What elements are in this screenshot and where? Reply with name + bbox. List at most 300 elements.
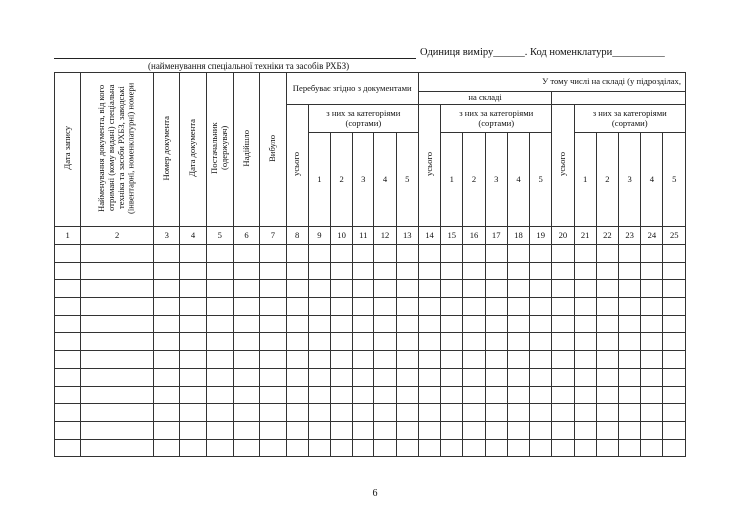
table-cell[interactable]: [619, 280, 641, 298]
table-cell[interactable]: [260, 333, 286, 351]
table-cell[interactable]: [641, 262, 663, 280]
table-cell[interactable]: [552, 262, 574, 280]
table-cell[interactable]: [396, 333, 418, 351]
table-cell[interactable]: [463, 333, 485, 351]
table-cell[interactable]: [552, 333, 574, 351]
table-cell[interactable]: [233, 262, 259, 280]
table-cell[interactable]: [286, 439, 308, 457]
table-cell[interactable]: [396, 245, 418, 263]
table-cell[interactable]: [663, 439, 686, 457]
table-cell[interactable]: [418, 439, 440, 457]
table-cell[interactable]: [507, 421, 529, 439]
table-cell[interactable]: [463, 280, 485, 298]
table-cell[interactable]: [206, 315, 233, 333]
table-cell[interactable]: [353, 262, 374, 280]
table-cell[interactable]: [154, 404, 180, 422]
table-cell[interactable]: [55, 404, 81, 422]
table-cell[interactable]: [206, 351, 233, 369]
table-cell[interactable]: [206, 333, 233, 351]
table-cell[interactable]: [396, 404, 418, 422]
table-cell[interactable]: [55, 368, 81, 386]
table-cell[interactable]: [81, 280, 154, 298]
table-cell[interactable]: [441, 315, 463, 333]
table-cell[interactable]: [507, 368, 529, 386]
table-cell[interactable]: [206, 386, 233, 404]
table-cell[interactable]: [574, 404, 596, 422]
table-cell[interactable]: [260, 315, 286, 333]
table-cell[interactable]: [641, 386, 663, 404]
table-cell[interactable]: [463, 368, 485, 386]
table-cell[interactable]: [260, 386, 286, 404]
table-cell[interactable]: [619, 262, 641, 280]
table-cell[interactable]: [463, 421, 485, 439]
table-cell[interactable]: [180, 245, 206, 263]
table-cell[interactable]: [260, 298, 286, 316]
table-cell[interactable]: [55, 245, 81, 263]
table-cell[interactable]: [286, 351, 308, 369]
table-cell[interactable]: [485, 315, 507, 333]
table-cell[interactable]: [308, 280, 330, 298]
table-cell[interactable]: [55, 262, 81, 280]
table-cell[interactable]: [396, 386, 418, 404]
table-cell[interactable]: [374, 421, 396, 439]
table-cell[interactable]: [463, 439, 485, 457]
table-cell[interactable]: [530, 421, 552, 439]
table-cell[interactable]: [641, 280, 663, 298]
table-cell[interactable]: [286, 404, 308, 422]
table-cell[interactable]: [330, 351, 352, 369]
table-cell[interactable]: [286, 298, 308, 316]
table-cell[interactable]: [396, 368, 418, 386]
table-cell[interactable]: [641, 404, 663, 422]
table-cell[interactable]: [81, 245, 154, 263]
table-cell[interactable]: [463, 351, 485, 369]
table-cell[interactable]: [596, 315, 618, 333]
table-cell[interactable]: [485, 280, 507, 298]
table-cell[interactable]: [374, 245, 396, 263]
table-cell[interactable]: [485, 404, 507, 422]
table-cell[interactable]: [596, 368, 618, 386]
table-cell[interactable]: [641, 368, 663, 386]
table-cell[interactable]: [574, 439, 596, 457]
table-cell[interactable]: [418, 333, 440, 351]
table-cell[interactable]: [619, 351, 641, 369]
table-cell[interactable]: [396, 298, 418, 316]
table-cell[interactable]: [507, 404, 529, 422]
table-cell[interactable]: [308, 245, 330, 263]
table-cell[interactable]: [374, 351, 396, 369]
table-cell[interactable]: [154, 333, 180, 351]
table-cell[interactable]: [663, 351, 686, 369]
table-cell[interactable]: [286, 262, 308, 280]
table-cell[interactable]: [574, 351, 596, 369]
table-cell[interactable]: [308, 386, 330, 404]
table-cell[interactable]: [330, 386, 352, 404]
table-cell[interactable]: [81, 333, 154, 351]
table-cell[interactable]: [418, 351, 440, 369]
table-cell[interactable]: [233, 333, 259, 351]
table-cell[interactable]: [180, 351, 206, 369]
table-cell[interactable]: [55, 351, 81, 369]
table-cell[interactable]: [330, 262, 352, 280]
table-cell[interactable]: [663, 368, 686, 386]
table-cell[interactable]: [418, 298, 440, 316]
table-cell[interactable]: [463, 404, 485, 422]
table-cell[interactable]: [180, 404, 206, 422]
table-cell[interactable]: [180, 315, 206, 333]
table-cell[interactable]: [552, 280, 574, 298]
table-cell[interactable]: [330, 280, 352, 298]
table-cell[interactable]: [55, 386, 81, 404]
table-cell[interactable]: [552, 245, 574, 263]
table-cell[interactable]: [552, 351, 574, 369]
table-cell[interactable]: [441, 262, 463, 280]
table-cell[interactable]: [180, 439, 206, 457]
table-cell[interactable]: [55, 315, 81, 333]
table-cell[interactable]: [180, 386, 206, 404]
table-cell[interactable]: [641, 245, 663, 263]
table-cell[interactable]: [507, 351, 529, 369]
table-cell[interactable]: [233, 298, 259, 316]
table-cell[interactable]: [55, 421, 81, 439]
table-cell[interactable]: [330, 421, 352, 439]
table-cell[interactable]: [463, 386, 485, 404]
table-cell[interactable]: [441, 298, 463, 316]
table-cell[interactable]: [353, 333, 374, 351]
table-cell[interactable]: [396, 262, 418, 280]
table-cell[interactable]: [663, 245, 686, 263]
table-cell[interactable]: [463, 298, 485, 316]
table-cell[interactable]: [154, 280, 180, 298]
table-cell[interactable]: [260, 368, 286, 386]
table-cell[interactable]: [441, 421, 463, 439]
table-cell[interactable]: [180, 262, 206, 280]
table-cell[interactable]: [463, 262, 485, 280]
table-cell[interactable]: [663, 421, 686, 439]
table-cell[interactable]: [418, 368, 440, 386]
table-cell[interactable]: [260, 404, 286, 422]
table-cell[interactable]: [641, 351, 663, 369]
table-cell[interactable]: [552, 386, 574, 404]
table-cell[interactable]: [418, 421, 440, 439]
table-cell[interactable]: [330, 315, 352, 333]
table-cell[interactable]: [206, 421, 233, 439]
table-cell[interactable]: [180, 421, 206, 439]
table-cell[interactable]: [619, 333, 641, 351]
table-cell[interactable]: [418, 404, 440, 422]
table-cell[interactable]: [619, 245, 641, 263]
table-cell[interactable]: [596, 439, 618, 457]
table-cell[interactable]: [530, 368, 552, 386]
table-cell[interactable]: [441, 386, 463, 404]
table-cell[interactable]: [507, 439, 529, 457]
table-cell[interactable]: [596, 245, 618, 263]
table-cell[interactable]: [81, 368, 154, 386]
table-cell[interactable]: [507, 333, 529, 351]
table-cell[interactable]: [308, 404, 330, 422]
table-cell[interactable]: [485, 421, 507, 439]
table-cell[interactable]: [485, 386, 507, 404]
table-cell[interactable]: [641, 421, 663, 439]
table-cell[interactable]: [596, 280, 618, 298]
table-cell[interactable]: [260, 439, 286, 457]
table-cell[interactable]: [552, 439, 574, 457]
table-cell[interactable]: [663, 315, 686, 333]
table-cell[interactable]: [308, 315, 330, 333]
table-cell[interactable]: [641, 333, 663, 351]
table-cell[interactable]: [353, 298, 374, 316]
table-cell[interactable]: [485, 351, 507, 369]
table-cell[interactable]: [574, 280, 596, 298]
table-cell[interactable]: [619, 368, 641, 386]
table-cell[interactable]: [418, 315, 440, 333]
table-cell[interactable]: [530, 439, 552, 457]
table-cell[interactable]: [374, 315, 396, 333]
table-cell[interactable]: [552, 404, 574, 422]
table-cell[interactable]: [81, 386, 154, 404]
table-cell[interactable]: [260, 245, 286, 263]
table-cell[interactable]: [530, 351, 552, 369]
table-cell[interactable]: [81, 439, 154, 457]
table-cell[interactable]: [374, 280, 396, 298]
table-cell[interactable]: [574, 386, 596, 404]
table-cell[interactable]: [641, 298, 663, 316]
table-cell[interactable]: [286, 280, 308, 298]
table-cell[interactable]: [441, 368, 463, 386]
table-cell[interactable]: [308, 421, 330, 439]
table-cell[interactable]: [286, 333, 308, 351]
table-cell[interactable]: [574, 315, 596, 333]
table-cell[interactable]: [353, 368, 374, 386]
table-cell[interactable]: [154, 386, 180, 404]
table-cell[interactable]: [418, 386, 440, 404]
table-cell[interactable]: [441, 439, 463, 457]
table-cell[interactable]: [233, 351, 259, 369]
table-cell[interactable]: [154, 368, 180, 386]
table-cell[interactable]: [619, 298, 641, 316]
table-cell[interactable]: [233, 315, 259, 333]
table-cell[interactable]: [418, 245, 440, 263]
table-cell[interactable]: [530, 404, 552, 422]
table-cell[interactable]: [441, 333, 463, 351]
table-cell[interactable]: [663, 262, 686, 280]
table-cell[interactable]: [574, 245, 596, 263]
table-cell[interactable]: [260, 421, 286, 439]
table-cell[interactable]: [154, 298, 180, 316]
table-cell[interactable]: [55, 439, 81, 457]
table-cell[interactable]: [663, 280, 686, 298]
table-cell[interactable]: [286, 386, 308, 404]
table-cell[interactable]: [663, 298, 686, 316]
table-cell[interactable]: [530, 333, 552, 351]
table-cell[interactable]: [233, 421, 259, 439]
table-cell[interactable]: [374, 368, 396, 386]
table-cell[interactable]: [463, 245, 485, 263]
table-cell[interactable]: [374, 404, 396, 422]
table-cell[interactable]: [233, 404, 259, 422]
table-cell[interactable]: [353, 404, 374, 422]
table-cell[interactable]: [530, 280, 552, 298]
table-cell[interactable]: [81, 315, 154, 333]
table-cell[interactable]: [308, 368, 330, 386]
table-cell[interactable]: [530, 315, 552, 333]
table-cell[interactable]: [353, 280, 374, 298]
table-cell[interactable]: [286, 245, 308, 263]
table-cell[interactable]: [507, 245, 529, 263]
table-cell[interactable]: [663, 333, 686, 351]
table-cell[interactable]: [663, 386, 686, 404]
table-cell[interactable]: [418, 262, 440, 280]
table-cell[interactable]: [418, 280, 440, 298]
table-cell[interactable]: [552, 298, 574, 316]
table-cell[interactable]: [233, 280, 259, 298]
table-cell[interactable]: [154, 315, 180, 333]
table-cell[interactable]: [374, 298, 396, 316]
table-cell[interactable]: [596, 404, 618, 422]
table-cell[interactable]: [154, 262, 180, 280]
table-cell[interactable]: [641, 439, 663, 457]
table-cell[interactable]: [485, 298, 507, 316]
table-cell[interactable]: [596, 298, 618, 316]
table-cell[interactable]: [308, 351, 330, 369]
table-cell[interactable]: [574, 298, 596, 316]
table-cell[interactable]: [180, 298, 206, 316]
table-cell[interactable]: [619, 404, 641, 422]
table-cell[interactable]: [286, 368, 308, 386]
table-cell[interactable]: [353, 421, 374, 439]
table-cell[interactable]: [353, 315, 374, 333]
table-cell[interactable]: [233, 368, 259, 386]
table-cell[interactable]: [374, 333, 396, 351]
table-cell[interactable]: [206, 404, 233, 422]
table-cell[interactable]: [308, 262, 330, 280]
table-cell[interactable]: [233, 245, 259, 263]
table-cell[interactable]: [574, 368, 596, 386]
table-cell[interactable]: [441, 245, 463, 263]
table-cell[interactable]: [81, 404, 154, 422]
table-cell[interactable]: [81, 351, 154, 369]
table-cell[interactable]: [663, 404, 686, 422]
table-cell[interactable]: [530, 262, 552, 280]
table-cell[interactable]: [507, 262, 529, 280]
table-cell[interactable]: [233, 386, 259, 404]
table-cell[interactable]: [206, 262, 233, 280]
table-cell[interactable]: [180, 280, 206, 298]
table-cell[interactable]: [353, 245, 374, 263]
table-cell[interactable]: [308, 439, 330, 457]
table-cell[interactable]: [374, 262, 396, 280]
table-cell[interactable]: [286, 421, 308, 439]
table-cell[interactable]: [308, 333, 330, 351]
table-cell[interactable]: [574, 262, 596, 280]
table-cell[interactable]: [619, 315, 641, 333]
table-cell[interactable]: [507, 298, 529, 316]
table-cell[interactable]: [441, 404, 463, 422]
table-cell[interactable]: [55, 298, 81, 316]
table-cell[interactable]: [530, 298, 552, 316]
table-cell[interactable]: [507, 315, 529, 333]
table-cell[interactable]: [596, 351, 618, 369]
table-cell[interactable]: [619, 439, 641, 457]
table-cell[interactable]: [485, 262, 507, 280]
table-cell[interactable]: [55, 333, 81, 351]
table-cell[interactable]: [154, 439, 180, 457]
table-cell[interactable]: [596, 421, 618, 439]
table-cell[interactable]: [330, 245, 352, 263]
table-cell[interactable]: [206, 280, 233, 298]
table-cell[interactable]: [180, 333, 206, 351]
table-cell[interactable]: [507, 386, 529, 404]
table-cell[interactable]: [154, 421, 180, 439]
table-cell[interactable]: [374, 439, 396, 457]
table-cell[interactable]: [619, 421, 641, 439]
table-cell[interactable]: [441, 280, 463, 298]
table-cell[interactable]: [154, 245, 180, 263]
table-cell[interactable]: [330, 439, 352, 457]
table-cell[interactable]: [154, 351, 180, 369]
table-cell[interactable]: [485, 439, 507, 457]
table-cell[interactable]: [641, 315, 663, 333]
table-cell[interactable]: [552, 315, 574, 333]
table-cell[interactable]: [596, 333, 618, 351]
table-cell[interactable]: [180, 368, 206, 386]
table-cell[interactable]: [485, 333, 507, 351]
table-cell[interactable]: [396, 439, 418, 457]
table-cell[interactable]: [396, 351, 418, 369]
table-cell[interactable]: [530, 245, 552, 263]
table-cell[interactable]: [574, 421, 596, 439]
table-cell[interactable]: [441, 351, 463, 369]
table-cell[interactable]: [81, 298, 154, 316]
table-cell[interactable]: [596, 262, 618, 280]
table-cell[interactable]: [81, 421, 154, 439]
table-cell[interactable]: [552, 421, 574, 439]
table-cell[interactable]: [619, 386, 641, 404]
table-cell[interactable]: [260, 262, 286, 280]
table-cell[interactable]: [233, 439, 259, 457]
table-cell[interactable]: [396, 421, 418, 439]
table-cell[interactable]: [485, 245, 507, 263]
table-cell[interactable]: [330, 404, 352, 422]
table-cell[interactable]: [396, 280, 418, 298]
table-cell[interactable]: [353, 386, 374, 404]
table-cell[interactable]: [330, 298, 352, 316]
table-cell[interactable]: [260, 280, 286, 298]
table-cell[interactable]: [396, 315, 418, 333]
table-cell[interactable]: [485, 368, 507, 386]
table-cell[interactable]: [596, 386, 618, 404]
table-cell[interactable]: [55, 280, 81, 298]
table-cell[interactable]: [308, 298, 330, 316]
table-cell[interactable]: [206, 245, 233, 263]
table-cell[interactable]: [507, 280, 529, 298]
table-cell[interactable]: [574, 333, 596, 351]
table-cell[interactable]: [330, 333, 352, 351]
table-cell[interactable]: [353, 351, 374, 369]
table-cell[interactable]: [206, 368, 233, 386]
table-cell[interactable]: [81, 262, 154, 280]
table-cell[interactable]: [463, 315, 485, 333]
table-cell[interactable]: [286, 315, 308, 333]
table-cell[interactable]: [206, 298, 233, 316]
table-cell[interactable]: [260, 351, 286, 369]
table-cell[interactable]: [530, 386, 552, 404]
table-cell[interactable]: [206, 439, 233, 457]
table-cell[interactable]: [330, 368, 352, 386]
table-cell[interactable]: [353, 439, 374, 457]
table-cell[interactable]: [374, 386, 396, 404]
table-cell[interactable]: [552, 368, 574, 386]
